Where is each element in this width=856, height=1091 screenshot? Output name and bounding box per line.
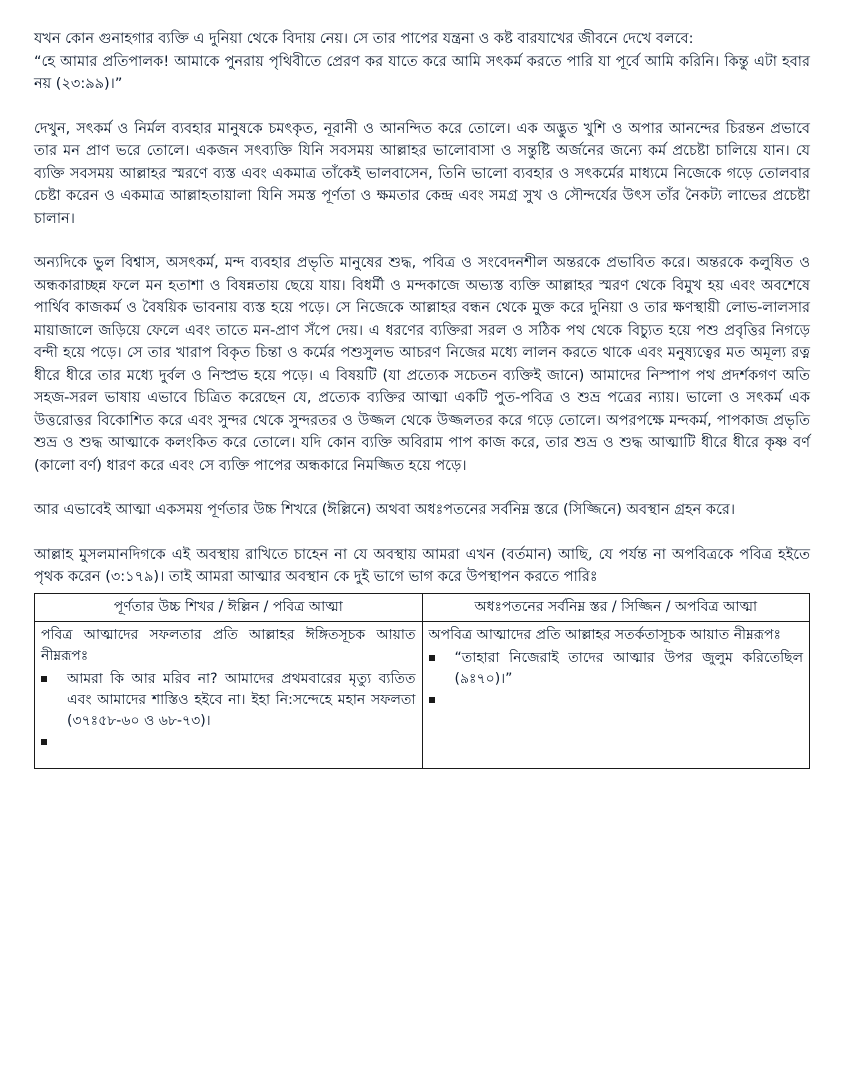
table-row <box>35 621 810 768</box>
list-item-text: আমরা কি আর মরিব না? আমাদের প্রথমবারের মৃত্যু ব্যতিত এবং আমাদের শাস্তিও হইবে না। ইহা নি:সন্দেহে মহান সফলতা (৩৭ঃ৫৮-৬০ ও ৬৮-৭৩)। <box>67 670 416 729</box>
paragraph-1-intro: যখন কোন গুনাহগার ব্যক্তি এ দুনিয়া থেকে বিদায় নেয়। সে তার পাপের যন্ত্রনা ও কষ্ট বারযাখের জীবনে দেখে বলবে: <box>34 31 694 47</box>
pure-soul-intro: পবিত্র আত্মাদের সফলতার প্রতি আল্লাহর ঈঙ্গিতসূচক আয়াত নীম্নরূপঃ <box>41 626 416 664</box>
impure-soul-cell <box>422 621 810 768</box>
paragraph-3: অন্যদিকে ভুল বিশ্বাস, অসৎকর্ম, মন্দ ব্যবহার প্রভৃতি মানুষের শুদ্ধ, পবিত্র ও সংবেদনশীল অন্তরকে প্রভাবিত করে। অন্তরকে কলুষিত ও অন্ধকারাচ্ছন্ন ফলে মন হতাশা ও বিষন্নতায় ছেয়ে যায়। বিধর্মী ও মন্দকাজে অভ্যস্ত ব্যক্তি আল্লাহর স্মরণ থেকে বিমুখ হয় এবং অবশেষে পার্থিব কাজকর্ম ও বৈষয়িক ভাবনায় ব্যস্ত হয়ে পড়ে। সে নিজেকে আল্লাহর বন্ধন থেকে মুক্ত করে দুনিয়া ও তার ক্ষণস্থায়ী লোভ-লালসার মায়াজালে জড়িয়ে ফেলে এবং তাতে মন-প্রাণ সঁপে দেয়। এ ধরণের ব্যক্তিরা সরল ও সঠিক পথ থেকে বিচ্যুত হয়ে পশু প্রবৃত্তির নিগড়ে বন্দী হয়ে পড়ে। সে তার খারাপ বিকৃত চিন্তা ও কর্মের পশুসুলভ আচরণ নিজের মধ্যে লালন করতে থাকে এবং মনুষ্যত্বের মত অমূল্য রত্ন ধীরে ধীরে তার মধ্যে দুর্বল ও নিস্প্রভ হয়ে পড়ে। এ বিষয়টি (যা প্রত্যেক সচেতন ব্যক্তিই জানে) আমাদের নিস্পাপ পথ প্রদর্শকগণ অতি সহজ-সরল ভাষায় এভাবে চিত্রিত করেছেন যে, প্রত্যেক ব্যক্তির আত্মা একটি পুত-পবিত্র ও শুভ্র পত্রের ন্যায়। ভালো ও সৎকর্ম এক উত্তরোত্তর বিকোশিত করে এবং সুন্দর থেকে সুন্দরতর ও উজ্জল থেকে উজ্জলতর করে গড়ে তোলে। অপরপক্ষে মন্দকর্ম, পাপকাজ প্রভৃতি শুভ্র ও শুদ্ধ আত্মাকে কলংকিত করে তোলে। যদি কোন ব্যক্তি অবিরাম পাপ কাজ করে, তার শুভ্র ও শুদ্ধ আত্মাটি ধীরে ধীরে কৃষ্ণ বর্ণ (কালো বর্ণ) ধারণ করে এবং সে ব্যক্তি পাপের অন্ধকারে নিমজ্জিত হয়ে পড়ে। <box>34 255 810 474</box>
list-item <box>41 669 416 732</box>
document-page <box>34 28 810 769</box>
list-item-text: “তাহারা নিজেরাই তাদের আত্মার উপর জুলুম করিতেছিল (৯ঃ৭০)।” <box>454 649 803 687</box>
pure-soul-cell <box>35 621 423 768</box>
square-bullet-icon <box>429 697 435 703</box>
pure-soul-verse-list <box>41 669 416 753</box>
list-item <box>429 648 804 690</box>
soul-comparison-table <box>34 593 810 769</box>
impure-soul-verse-list <box>429 648 804 711</box>
table-header-pure-soul: পূর্ণতার উচ্চ শিখর / ঈল্লিন / পবিত্র আত্মা <box>35 593 423 621</box>
square-bullet-icon <box>429 655 435 661</box>
paragraph-5: আল্লাহ মুসলমানদিগকে এই অবস্থায় রাখিতে চাহেন না যে অবস্থায় আমরা এখন (বর্তমান) আছি, যে পর্যন্ত না অপবিত্রকে পবিত্র হইতে পৃথক করেন (৩:১৭৯)। তাই আমরা আত্মার অবস্থান কে দুই ভাগে ভাগ করে উপস্থাপন করতে পারিঃ <box>34 546 810 585</box>
square-bullet-icon <box>41 676 47 682</box>
paragraph-4: আর এভাবেই আত্মা একসময় পূর্ণতার উচ্চ শিখরে (ঈল্লিনে) অথবা অধঃপতনের সর্বনিম্ন স্তরে (সিজ্জিনে) অবস্থান গ্রহন করে। <box>34 502 736 518</box>
paragraph-2: দেখুন, সৎকর্ম ও নির্মল ব্যবহার মানুষকে চমৎকৃত, নূরানী ও আনন্দিত করে তোলে। এক অদ্ভুত খুশি ও অপার আনন্দের চিরন্তন প্রভাবে তার মন প্রাণ ভরে তোলে। একজন সৎব্যক্তি যিনি সবসময় আল্লাহর ভালোবাসা ও সন্তুষ্টি অর্জনের জন্যে কর্ম প্রচেষ্টা চালিয়ে যান। যে ব্যক্তি সবসময় আল্লাহর স্মরণে ব্যস্ত এবং একমাত্র তাঁকেই ভালবাসেন, তিনি ভালো ব্যবহার ও সৎকর্মের মাধ্যমে নিজেকে গড়ে তোলবার চেষ্টা করেন ও একমাত্র আল্লাহতায়ালা যিনি সমস্ত পূর্ণতা ও ক্ষমতার কেন্দ্র এবং সমগ্র সুখ ও সৌন্দর্যের উৎস তাঁর নৈকট্য লাভের প্রচেষ্টা চালান। <box>34 120 810 227</box>
table-header-impure-soul: অধঃপতনের সর্বনিম্ন স্তর / সিজ্জিন / অপবিত্র আত্মা <box>422 593 810 621</box>
list-item-empty <box>429 690 804 711</box>
table-header-row <box>35 593 810 621</box>
impure-soul-intro: অপবিত্র আত্মাদের প্রতি আল্লাহর সতর্কতাসূচক আয়াত নীম্নরূপঃ <box>428 626 781 643</box>
paragraph-1-quote: “হে আমার প্রতিপালক! আমাকে পুনরায় পৃথিবীতে প্রেরণ কর যাতে করে আমি সৎকর্ম করতে পারি যা পূর্বে আমি করিনি। কিন্তু এটা হবার নয় (২৩:৯৯)।” <box>34 53 810 92</box>
list-item-empty <box>41 732 416 753</box>
paragraph-1 <box>34 28 810 96</box>
square-bullet-icon <box>41 739 47 745</box>
